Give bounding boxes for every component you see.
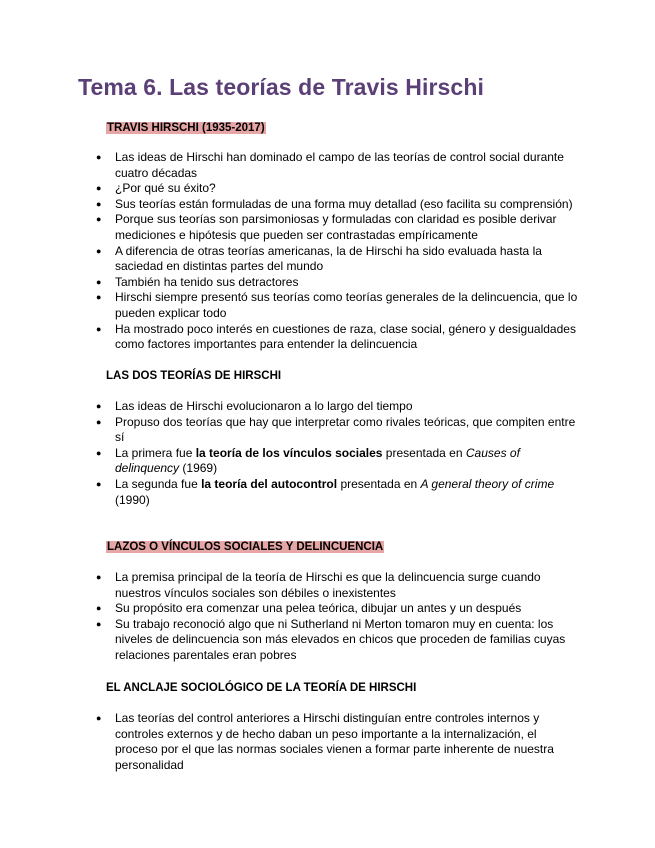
list-item: ● También ha tenido sus detractores <box>96 275 581 291</box>
item-bold-text: la teoría de los vínculos sociales <box>195 445 383 460</box>
item-italic-text: Causes of delinquency <box>115 445 520 476</box>
list-item: ● ¿Por qué su éxito? <box>96 181 581 197</box>
bullet-list-lazos-vinculos <box>96 570 581 664</box>
highlighted-heading-text: TRAVIS HIRSCHI (1935-2017) <box>107 122 265 134</box>
list-item: ● Sus teorías están formuladas de una forma muy detallad (eso facilita su comprensión) <box>96 197 581 213</box>
list-item: ● Las teorías del control anteriores a Hirschi distinguían entre controles internos y controles externos y de hecho daban un peso importante a la internalización, el proceso por el que las normas sociales vienen a formar parte inherente de nuestra personalidad <box>96 711 581 773</box>
list-item <box>96 446 581 477</box>
highlighted-heading-text: LAZOS O VÍNCULOS SOCIALES Y DELINCUENCIA <box>107 541 384 553</box>
bullet-list-travis-hirschi <box>96 150 581 353</box>
list-item: ● Porque sus teorías son parsimoniosas y formuladas con claridad es posible derivar mediciones e hipótesis que pueden ser contrastadas empíricamente <box>96 212 581 243</box>
list-item: ● A diferencia de otras teorías americanas, la de Hirschi ha sido evaluada hasta la saciedad en distintas partes del mundo <box>96 244 581 275</box>
list-item: ● La premisa principal de la teoría de Hirschi es que la delincuencia surge cuando nuestros vínculos sociales son débiles o inexistentes <box>96 570 581 601</box>
list-item: ● Propuso dos teorías que hay que interpretar como rivales teóricas, que compiten entre sí <box>96 415 581 446</box>
item-text: La segunda fue <box>115 476 202 491</box>
list-item: ● Su propósito era comenzar una pelea teórica, dibujar un antes y un después <box>96 601 581 617</box>
section-heading-anclaje-sociologico: EL ANCLAJE SOCIOLÓGICO DE LA TEORÍA DE HIRSCHI <box>106 682 417 694</box>
list-item: ● Las ideas de Hirschi han dominado el campo de las teorías de control social durante cuatro décadas <box>96 150 581 181</box>
list-item: ● Ha mostrado poco interés en cuestiones de raza, clase social, género y desigualdades como factores importantes para entender la delincuencia <box>96 322 581 353</box>
item-text: (1990) <box>115 492 150 507</box>
bullet-list-las-dos-teorias <box>96 399 581 508</box>
section-heading-las-dos-teorias: LAS DOS TEORÍAS DE HIRSCHI <box>106 370 282 382</box>
item-bold-text: la teoría del autocontrol <box>201 476 338 491</box>
bullet-list-anclaje-sociologico <box>96 711 581 773</box>
section-heading-travis-hirschi <box>106 121 266 136</box>
list-item <box>96 477 581 508</box>
page-title: Tema 6. Las teorías de Travis Hirschi <box>78 74 484 100</box>
list-item: ● Hirschi siempre presentó sus teorías como teorías generales de la delincuencia, que lo pueden explicar todo <box>96 290 581 321</box>
item-italic-text: A general theory of crime <box>420 476 555 491</box>
section-heading-lazos-vinculos <box>106 540 384 555</box>
item-text: presentada en <box>382 445 466 460</box>
item-text: presentada en <box>337 476 421 491</box>
item-text: (1969) <box>179 461 218 476</box>
list-item: ● Las ideas de Hirschi evolucionaron a lo largo del tiempo <box>96 399 581 415</box>
list-item: ● Su trabajo reconoció algo que ni Sutherland ni Merton tomaron muy en cuenta: los niveles de delincuencia son más elevados en chicos que proceden de familias cuyas relaciones parentales eran pobres <box>96 617 581 664</box>
item-text: La primera fue <box>115 445 196 460</box>
